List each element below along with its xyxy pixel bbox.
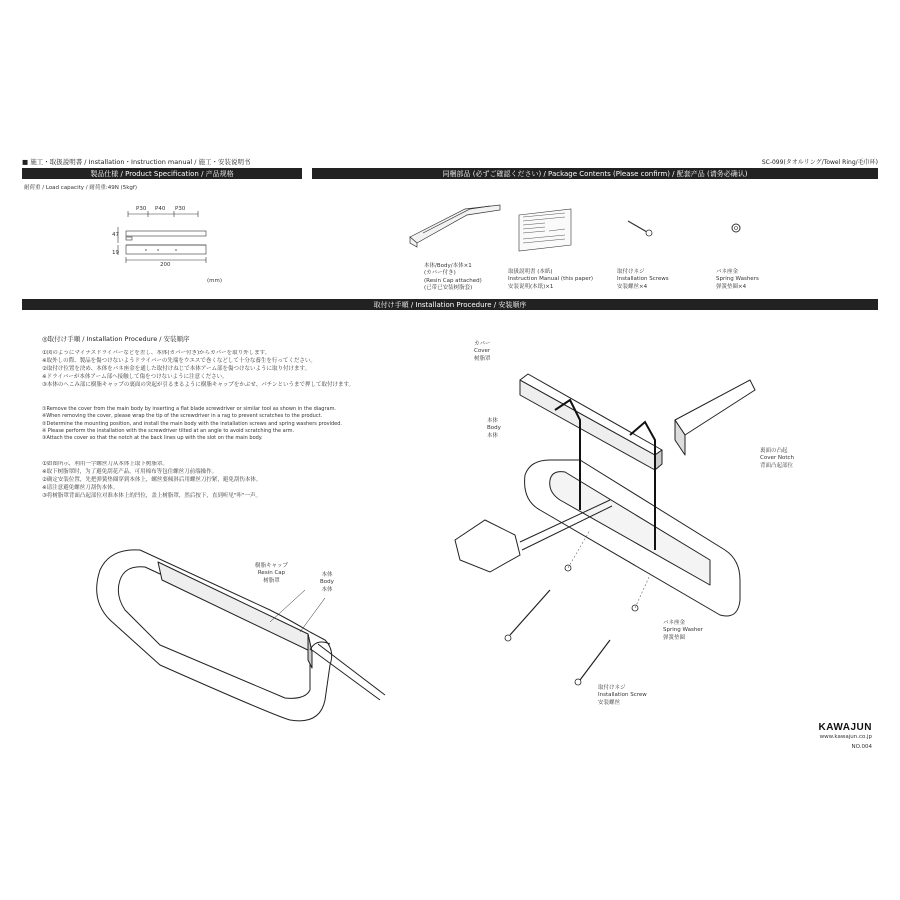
left-body-label: 本体 Body 本体 (320, 572, 334, 593)
instruction-manual-illustration (515, 205, 575, 253)
procedure-section-bar: 取付け手順 / Installation Procedure / 安装顺序 (22, 299, 878, 310)
package-item-body: 本体/Body/本体×1 (カバー付き) (Resin Cap attached) (已带已安装树脂套) (424, 263, 482, 292)
installation-exploded-diagram (440, 360, 760, 690)
dim-p30-right: P30 (175, 206, 186, 212)
kawajun-logo: KAWAJUN (818, 722, 872, 733)
right-body-label: 本体 Body 本体 (487, 418, 501, 439)
procedure-steps-japanese: ①図のようにマイナスドライバーなどを差し、本体(カバー付き)からカバーを取り外します。 ※取外しの際、製品を傷つけないようドライバーの先端をウエスで巻くなどして十分な養生を行ってください。 ②取付け位置を決め、本体をバネ座金を通した取付けねじで本体アーム部を傷つけないように取り付けます。 ※ドライバーが本体アーム部へ接触して傷をつけないように注意ください。 ③本体のへこみ部に樹脂キャップの裏面の突起が引るまるように樹脂キャップをかぶせ、パチンというまで押して取付けます。 (42, 350, 355, 388)
cover-label: カバー Cover 树脂罩 (474, 341, 491, 362)
dim-height-19: 19 (112, 250, 119, 256)
screw-illustration (625, 218, 655, 238)
dim-unit: (mm) (207, 278, 223, 284)
cover-notch-label: 裏面の凸起 Cover Notch 背面凸起部位 (760, 448, 794, 469)
model-number: SC-099(タオルリング/Towel Ring/毛巾环) (761, 159, 878, 166)
procedure-steps-chinese: ①如图所示，利用一字螺丝刀从本体上取下树脂罩。 ※取下树脂罩时，为了避免刮花产品，可用棉布等包住螺丝刀前端操作。 ②确定安装位置，先把弹簧垫圈穿到本体上，螺丝要倾斜后用螺丝刀拧紧，避免刮伤本体。 ※请注意避免螺丝刀刮伤本体。 ③将树脂罩背面凸起部位对准本体上的凹位，盖上树脂罩，然后按下，直到听见"咔"一声。 (42, 461, 262, 499)
body-product-illustration (405, 195, 505, 255)
resin-cap-label: 樹脂キャップ Resin Cap 树脂罩 (255, 563, 289, 584)
dim-height-47: 47 (112, 232, 119, 238)
spring-washer-label: バネ座金 Spring Washer 弹簧垫圈 (663, 620, 703, 641)
website-url: www.kawajun.co.jp (819, 734, 872, 740)
contents-section-bar: 同梱部品 (必ずご確認ください) / Package Contents (Please confirm) / 配套产品 (请务必确认) (312, 168, 878, 179)
dim-p40: P40 (155, 206, 166, 212)
document-number: NO.004 (851, 744, 872, 750)
cover-removal-diagram (80, 540, 390, 740)
spec-section-bar: 製品仕様 / Product Specification / 产品规格 (22, 168, 302, 179)
package-item-manual: 取扱説明書 (本紙) Instruction Manual (this paper) 安装说明(本纸)×1 (508, 269, 593, 290)
procedure-steps-english: ①Remove the cover from the main body by inserting a flat blade screwdriver or similar tool as shown in the diagram. ※When removing the cover, please wrap the tip of the screwdriver in a rag to prevent scratches to the product. ②Determine the mounting position, and install the main body with the installation screws and spring washers provided. ※ Please perform the installation with the screwdriver tilted at an angle to avoid scratching the arm. ③Attach the cover so that the notch at the back lines up with the slot on the main body. (42, 406, 343, 441)
dim-p30-left: P30 (136, 206, 147, 212)
dim-width-200: 200 (160, 262, 171, 268)
spring-washer-illustration (728, 220, 744, 236)
package-item-washers: バネ座金 Spring Washers 弹簧垫圈×4 (716, 269, 759, 290)
document-title: ■ 施工・取扱説明書 / Installation・Instruction manual / 施工・安装说明书 (22, 158, 251, 166)
load-capacity: 耐荷重 / Load capacity / 耐荷重:49N (5kgf) (24, 185, 137, 191)
package-item-screws: 取付けネジ Installation Screws 安装螺丝×4 (617, 269, 669, 290)
installation-screw-label: 取付けネジ Installation Screw 安装螺丝 (598, 685, 647, 706)
procedure-heading: ◎取付け手順 / Installation Procedure / 安装顺序 (42, 335, 190, 343)
